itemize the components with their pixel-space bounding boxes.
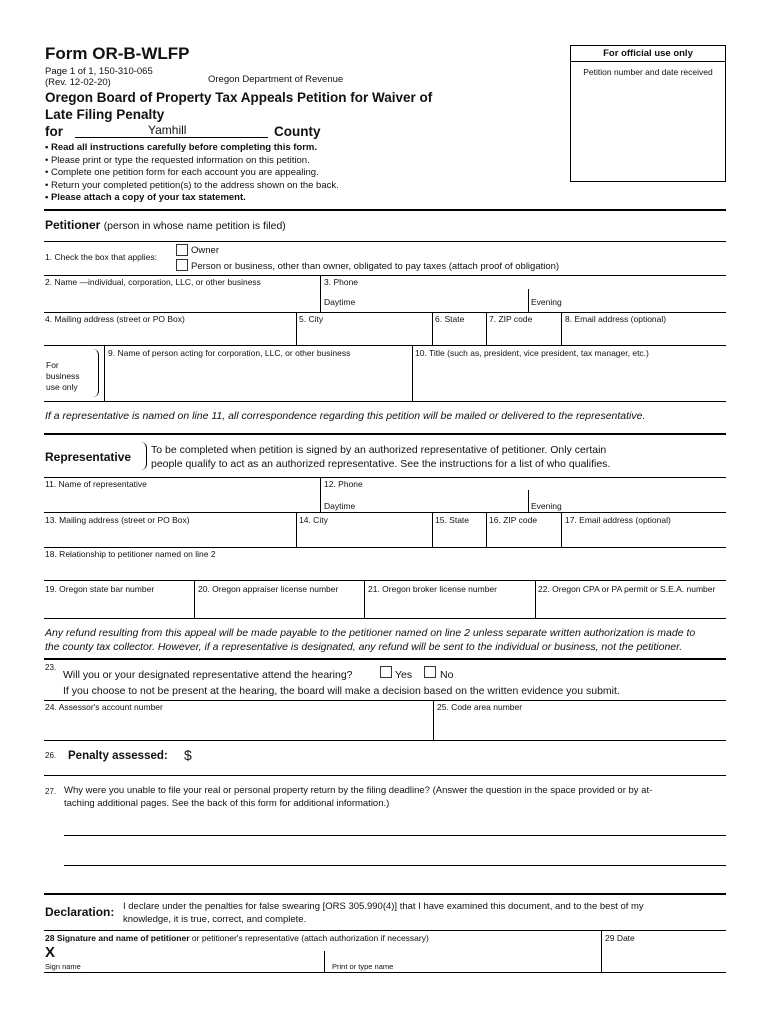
phone-label: 3. Phone xyxy=(324,277,359,287)
rule xyxy=(601,930,602,972)
section-divider xyxy=(44,658,726,660)
date-label: 29 Date xyxy=(605,933,635,943)
business-use-label: For business use only xyxy=(46,360,80,392)
acting-name-label: 9. Name of person acting for corporation, LLC, or other business xyxy=(108,348,351,358)
rule xyxy=(44,345,726,346)
rule xyxy=(561,512,562,547)
daytime-label: Daytime xyxy=(324,297,356,307)
rule xyxy=(296,312,297,345)
representative-brace xyxy=(139,442,147,470)
instruction-item: • Read all instructions carefully before completing this form. xyxy=(45,142,318,153)
reason-answer-line[interactable] xyxy=(64,835,726,836)
hearing-yes-checkbox[interactable] xyxy=(380,666,392,678)
broker-input[interactable] xyxy=(366,597,533,615)
county-underline xyxy=(75,137,268,138)
petitioner-heading xyxy=(45,218,286,232)
rep-desc-line2: people qualify to act as an authorized representative. See the instructions for a list of who qualifies. xyxy=(151,458,611,470)
daytime-phone-input[interactable] xyxy=(365,294,525,310)
hearing-yes-label: Yes xyxy=(395,669,413,681)
form-title: Form OR-B-WLFP xyxy=(45,44,190,63)
business-checkbox[interactable] xyxy=(176,259,188,271)
instruction-item: • Return your completed petition(s) to the address shown on the back. xyxy=(45,179,339,191)
mailing-address-input[interactable] xyxy=(45,326,294,343)
rule xyxy=(528,289,529,312)
revision: (Rev. 12-02-20) xyxy=(45,77,111,88)
rep-name-input[interactable] xyxy=(45,492,317,510)
print-name-input[interactable] xyxy=(328,945,598,961)
representative-heading: Representative xyxy=(45,450,132,464)
signature-input[interactable] xyxy=(60,945,322,961)
instructions-list xyxy=(45,142,339,205)
code-area-input[interactable] xyxy=(437,716,724,736)
rule xyxy=(561,312,562,345)
petitioner-heading-note: (person in whose name petition is filed) xyxy=(103,220,286,232)
rep-name-label: 11. Name of representative xyxy=(45,479,147,489)
declaration-line1: I declare under the penalties for false swearing [ORS 305.990(4)] that I have examined this document, and to the best of my xyxy=(123,901,644,912)
signature-label-bold: 28 Signature and name of petitioner xyxy=(45,933,190,943)
broker-label: 21. Oregon broker license number xyxy=(368,584,497,594)
account-number-label: 24. Assessor's account number xyxy=(45,702,163,712)
mailing-label: 4. Mailing address (street or PO Box) xyxy=(45,314,185,324)
rep-mailing-label: 13. Mailing address (street or PO Box) xyxy=(45,515,190,525)
county-field[interactable]: Yamhill xyxy=(148,123,187,137)
appraiser-input[interactable] xyxy=(196,597,362,615)
hearing-no-label: No xyxy=(440,669,454,681)
instruction-item: • Please print or type the requested information on this petition. xyxy=(45,154,310,166)
rule xyxy=(44,477,726,478)
main-title-line1: Oregon Board of Property Tax Appeals Petition for Waiver of xyxy=(45,90,433,105)
rule xyxy=(44,618,726,619)
zip-input[interactable] xyxy=(488,326,559,343)
date-input[interactable] xyxy=(605,946,724,968)
section-divider xyxy=(44,209,726,211)
rule xyxy=(486,312,487,345)
rule xyxy=(433,700,434,740)
check-label: 1. Check the box that applies: xyxy=(45,252,157,262)
main-title-line2: Late Filing Penalty xyxy=(45,107,165,122)
official-use-text: Petition number and date received xyxy=(583,67,713,77)
rep-zip-input[interactable] xyxy=(488,528,559,545)
refund-notice-line1: Any refund resulting from this appeal will be made payable to the petitioner named on line 2 unless separate written authorization is made to xyxy=(45,627,696,639)
cpa-label: 22. Oregon CPA or PA permit or S.E.A. number xyxy=(538,584,716,594)
business-label: Person or business, other than owner, obligated to pay taxes (attach proof of obligation) xyxy=(191,261,560,272)
rep-zip-label: 16. ZIP code xyxy=(489,515,538,525)
rule xyxy=(44,930,726,931)
rule xyxy=(432,512,433,547)
evening-phone-input[interactable] xyxy=(566,294,724,310)
hearing-no-checkbox[interactable] xyxy=(424,666,436,678)
penalty-amount-input[interactable] xyxy=(196,747,396,765)
rule xyxy=(44,512,726,513)
rule xyxy=(324,951,325,972)
account-number-input[interactable] xyxy=(45,716,430,736)
instruction-item: • Complete one petition form for each account you are appealing. xyxy=(45,167,319,178)
page-info: Page 1 of 1, 150-310-065 xyxy=(45,66,153,77)
owner-checkbox[interactable] xyxy=(176,244,188,256)
rule xyxy=(412,345,413,401)
rule xyxy=(44,547,726,548)
rule xyxy=(486,512,487,547)
declaration-line2: knowledge, it is true, correct, and complete. xyxy=(123,914,307,925)
rule xyxy=(535,580,536,618)
city-label: 5. City xyxy=(299,314,324,324)
code-area-label: 25. Code area number xyxy=(437,702,523,712)
for-label: for xyxy=(45,124,63,139)
email-input[interactable] xyxy=(563,326,724,343)
rep-state-label: 15. State xyxy=(435,515,470,525)
title-input[interactable] xyxy=(416,362,724,398)
rep-email-input[interactable] xyxy=(563,528,724,545)
relationship-label: 18. Relationship to petitioner named on line 2 xyxy=(45,549,216,559)
rule xyxy=(320,275,321,312)
section-divider xyxy=(44,893,726,895)
signature-x-mark: X xyxy=(45,944,56,961)
title-label: 10. Title (such as, president, vice president, tax manager, etc.) xyxy=(415,348,649,358)
print-name-label: Print or type name xyxy=(332,962,394,971)
rep-email-label: 17. Email address (optional) xyxy=(565,515,671,525)
county-label: County xyxy=(274,124,321,139)
state-label: 6. State xyxy=(435,314,465,324)
rep-notice: If a representative is named on line 11, all correspondence regarding this petition will be mailed or delivered to the representative. xyxy=(45,410,646,422)
sign-name-label: Sign name xyxy=(45,962,81,971)
reason-number: 27. xyxy=(45,787,57,796)
rep-evening-label: Evening xyxy=(531,501,562,511)
rule xyxy=(44,740,726,741)
signature-label xyxy=(45,933,429,943)
rule xyxy=(194,580,195,618)
rule xyxy=(364,580,365,618)
rule xyxy=(528,490,529,512)
official-use-title: For official use only xyxy=(603,48,693,59)
cpa-input[interactable] xyxy=(537,597,724,615)
rep-city-input[interactable] xyxy=(298,528,430,545)
reason-line2: taching additional pages. See the back of this form for additional information.) xyxy=(64,798,390,809)
evening-label: Evening xyxy=(531,297,562,307)
rule xyxy=(104,345,105,401)
instruction-item: • Please attach a copy of your tax statement. xyxy=(45,192,246,203)
hearing-number: 23. xyxy=(45,663,57,672)
refund-notice-line2: the county tax collector. However, if a representative is designated, any refund will be sent to the individual or business, not the petitioner. xyxy=(45,641,683,653)
rep-desc-line1: To be completed when petition is signed by an authorized representative of petitioner. Only certain xyxy=(151,444,607,456)
business-use-brace xyxy=(90,349,99,397)
rep-evening-input[interactable] xyxy=(566,496,724,510)
signature-label-rest: or petitioner's representative (attach authorization if necessary) xyxy=(191,933,429,943)
hearing-note: If you choose to not be present at the hearing, the board will make a decision based on the written evidence you submit. xyxy=(63,685,620,697)
rule xyxy=(44,700,726,701)
zip-label: 7. ZIP code xyxy=(489,314,533,324)
rule xyxy=(432,312,433,345)
penalty-currency: $ xyxy=(184,747,192,763)
rule xyxy=(296,512,297,547)
acting-name-input[interactable] xyxy=(108,362,408,398)
appraiser-label: 20. Oregon appraiser license number xyxy=(198,584,339,594)
rule xyxy=(44,972,726,973)
reason-line1: Why were you unable to file your real or personal property return by the filing deadline? (Answer the question in the space provided or by at- xyxy=(64,785,653,796)
rep-mailing-input[interactable] xyxy=(45,528,294,545)
section-divider xyxy=(44,433,726,435)
rule xyxy=(320,477,321,512)
rule xyxy=(44,580,726,581)
penalty-number: 26. xyxy=(45,751,57,760)
petitioner-name-input[interactable] xyxy=(45,290,317,310)
bar-number-label: 19. Oregon state bar number xyxy=(45,584,155,594)
rep-phone-label: 12. Phone xyxy=(324,479,363,489)
email-label: 8. Email address (optional) xyxy=(565,314,667,324)
rule xyxy=(44,775,726,776)
reason-answer-line[interactable] xyxy=(64,865,726,866)
state-input[interactable] xyxy=(434,326,484,343)
rule xyxy=(44,275,726,276)
declaration-heading: Declaration: xyxy=(45,905,115,919)
official-use-box xyxy=(570,45,726,182)
petitioner-heading-text: Petitioner xyxy=(45,218,101,232)
relationship-input[interactable] xyxy=(45,562,723,578)
bar-number-input[interactable] xyxy=(45,597,192,615)
hearing-question: Will you or your designated representative attend the hearing? xyxy=(63,669,353,681)
rep-daytime-input[interactable] xyxy=(365,496,525,510)
name-label: 2. Name —individual, corporation, LLC, or other business xyxy=(45,277,261,287)
rule xyxy=(44,401,726,402)
city-input[interactable] xyxy=(298,326,430,343)
penalty-label: Penalty assessed: xyxy=(68,750,168,762)
rule xyxy=(44,241,726,242)
department: Oregon Department of Revenue xyxy=(208,74,344,85)
owner-label: Owner xyxy=(191,245,219,256)
rep-state-input[interactable] xyxy=(434,528,484,545)
rep-city-label: 14. City xyxy=(299,515,328,525)
rule xyxy=(44,312,726,313)
rep-daytime-label: Daytime xyxy=(324,501,356,511)
